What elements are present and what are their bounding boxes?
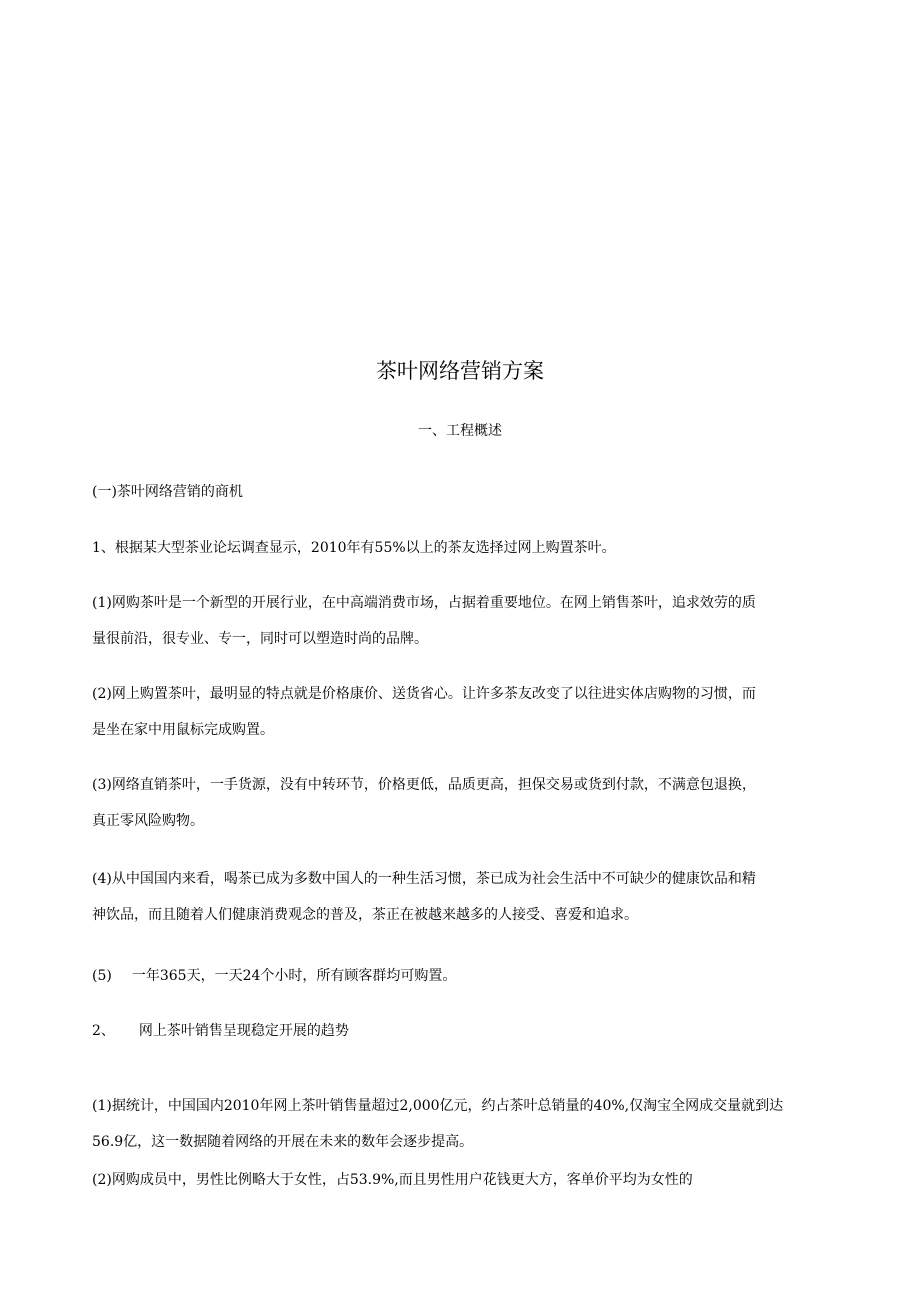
paragraph-1-5 [92, 958, 830, 994]
paragraph-text: (1)网购茶叶是一个新型的开展行业，在中高端消费市场，占据着重要地位。在网上销售茶叶，追求效劳的质 [92, 595, 756, 611]
paragraph-text-continued: 神饮品，而且随着人们健康消费观念的普及，茶正在被越来越多的人接受、喜爱和追求。 [92, 907, 638, 923]
paragraph-number: (5) [92, 968, 112, 984]
paragraph-1 [92, 530, 830, 566]
paragraph-text: 网上茶叶销售呈现稳定开展的趋势 [138, 1023, 349, 1039]
paragraph-1-2 [92, 676, 830, 748]
subsection-heading-text: (一)茶叶网络营销的商机 [92, 484, 243, 500]
paragraph-line [92, 958, 830, 994]
paragraph-2-1 [92, 1088, 830, 1160]
paragraph-1-1 [92, 585, 830, 657]
paragraph-text-continued: 真正零风险购物。 [92, 813, 204, 829]
paragraph-text: (3)网络直销茶叶，一手货源，没有中转环节，价格更低，品质更高，担保交易或货到付款，不满意包退换， [92, 777, 756, 793]
paragraph-text-continued: 是坐在家中用鼠标完成购置。 [92, 722, 274, 738]
paragraph-number: 2、 [92, 1023, 115, 1039]
paragraph-1-4 [92, 861, 830, 933]
paragraph-text: 一年365天，一天24个小时，所有顾客群均可购置。 [131, 968, 457, 984]
paragraph-2-2 [92, 1162, 830, 1198]
paragraph-text-continued: 56.9亿，这一数据随着网络的开展在未来的数年会逐步提高。 [92, 1134, 474, 1150]
paragraph-text: (4)从中国国内来看，喝茶已成为多数中国人的一种生活习惯，茶已成为社会生活中不可缺少的健康饮品和精 [92, 871, 756, 887]
paragraph-text: 1、根据某大型茶业论坛调查显示，2010年有55%以上的茶友选择过网上购置茶叶。 [92, 540, 616, 556]
paragraph-text: (2)网购成员中，男性比例略大于女性，占53.9%,而且男性用户花钱更大方，客单价平均为女性的 [92, 1172, 693, 1188]
paragraph-text-continued: 量很前沿，很专业、专一，同时可以塑造时尚的品牌。 [92, 631, 428, 647]
paragraph-text: (2)网上购置茶叶，最明显的特点就是价格康价、送货省心。让许多茶友改变了以往进实体店购物的习惯，而 [92, 686, 756, 702]
document-title: 茶叶网络营销方案 [376, 359, 544, 383]
paragraph-2 [92, 1013, 830, 1049]
subsection-heading [92, 474, 830, 510]
paragraph-text: (1)据统计，中国国内2010年网上茶叶销售量超过2,000亿元，约占茶叶总销量的40%,仅淘宝全网成交量就到达 [92, 1098, 784, 1114]
paragraph-line [92, 1013, 830, 1049]
paragraph-1-3 [92, 767, 830, 839]
section-heading: 一、工程概述 [418, 423, 502, 439]
